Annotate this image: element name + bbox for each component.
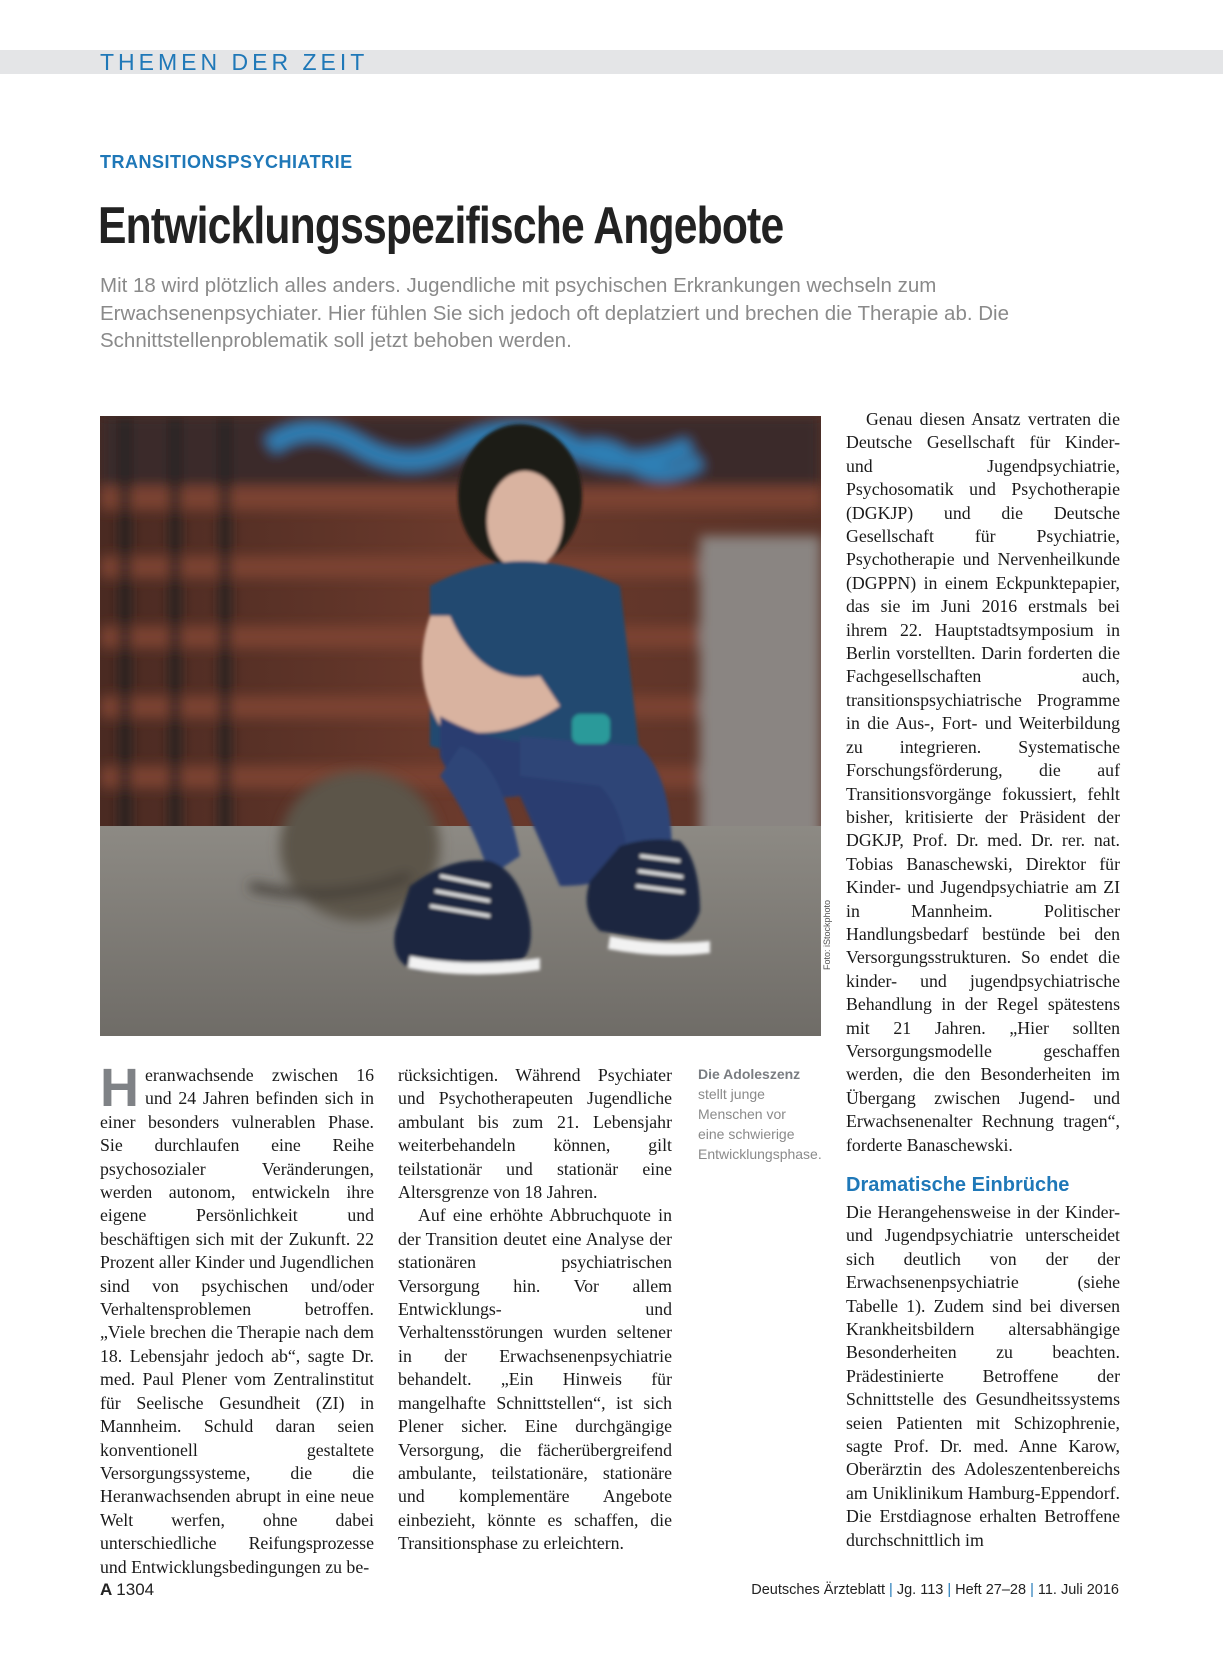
separator: | — [947, 1582, 952, 1598]
body-column-2 — [398, 1064, 672, 1556]
section-label: THEMEN DER ZEIT — [100, 49, 369, 75]
paragraph-text: eranwachsende zwischen 16 und 24 Jahren befinden sich in einer besonders vulnerablen Phase. Sie durchlaufen eine Reihe psychosozialer Veränderungen, werden autonom, entwickeln ihre eigene Persönlichkeit und beschäftigen sich mit der Zukunft. 22 Prozent aller Kinder und Jugendlichen sind von psychischen und/oder Verhaltensproblemen betroffen. „Viele brechen die Therapie nach dem 18. Lebensjahr jedoch ab“, sagte Dr. med. Paul Plener vom Zentralinstitut für Seelische Gesundheit (ZI) in Mannheim. Schuld daran seien konventionell gestaltete Versorgungssysteme, die die Heranwachsenden abrupt in eine neue Welt werfen, ohne dabei unterschiedliche Reifungsprozesse und Entwicklungsbedingungen zu be- — [100, 1065, 374, 1577]
article-kicker: TRANSITIONSPSYCHIATRIE — [100, 152, 353, 172]
paragraph: rücksichtigen. Während Psychiater und Psychotherapeuten Jugendliche ambulant bis zum 21. Lebensjahr weiterbehandeln können, gilt teilstationär und stationär eine Altersgrenze von 18 Jahren. — [398, 1065, 672, 1203]
volume: Jg. 113 — [896, 1582, 944, 1598]
photo-credit: Foto: iStockphoto — [822, 899, 832, 970]
body-column-3-continued — [846, 1201, 1120, 1552]
photo-illustration — [100, 416, 821, 1036]
page-number-value: 1304 — [116, 1580, 155, 1599]
article-headline: Entwicklungsspezifische Angebote — [98, 197, 784, 255]
issue: Heft 27–28 — [955, 1582, 1027, 1598]
separator: | — [1030, 1582, 1034, 1598]
separator: | — [889, 1582, 893, 1598]
article-photo — [100, 416, 821, 1036]
subheading: Dramatische Einbrüche — [846, 1174, 1070, 1196]
paragraph: Die Herangehensweise in der Kinder- und Jugendpsychiatrie unterscheidet sich deutlich von der der Erwachsenenpsychiatrie (siehe Tabelle 1). Zudem sind bei diversen Krankheitsbildern altersabhängige Besonderheiten zu beachten. Prädestinierte Betroffene der Schnittstelle des Gesundheitssystems seien Patienten mit Schizophrenie, sagte Prof. Dr. med. Anne Karow, Oberärztin des Adoleszentenbereichs am Uniklinikum Hamburg-Eppendorf. Die Erstdiagnose erhalten Betroffene durchschnittlich im — [846, 1202, 1120, 1550]
page-prefix: A — [100, 1580, 113, 1599]
paragraph: Genau diesen Ansatz vertraten die Deutsche Gesellschaft für Kinder- und Jugendpsychiatrie, Psychosomatik und Psychotherapie (DGKJP) und die Deutsche Gesellschaft für Psychiatrie, Psychotherapie und Nervenheilkunde (DGPPN) in einem Eckpunktepapier, das sie im Juni 2016 erstmals bei ihrem 22. Hauptstadtsymposium in Berlin vorstellten. Darin forderten die Fachgesellschaften auch, transitionspsychiatrische Programme in die Aus-, Fort- und Weiterbildung zu integrieren. Systematische Forschungsförderung, die auf Transitionsvorgänge fokussiert, fehlt bisher, kritisierte der Präsident der DGKJP, Prof. Dr. med. Dr. rer. nat. Tobias Banaschewski, Direktor für Kinder- und Jugendpsychiatrie am ZI in Mannheim. Politischer Handlungsbedarf bestünde bei den Versorgungsstrukturen. So endet die kinder- und jugendpsychiatrische Behandlung in der Regel spätestens mit 21 Jahren. „Hier sollten Versorgungsmodelle geschaffen werden, die den Besonderheiten im Übergang zwischen Jugend- und Erwachsenenalter Rechnung tragen“, forderte Banaschewski. — [846, 409, 1120, 1155]
paragraph — [100, 1058, 374, 1579]
footer-citation — [751, 1582, 1119, 1598]
paragraph: Auf eine erhöhte Abbruchquote in der Transition deutet eine Analyse der stationären psychiatrischen Versorgung hin. Vor allem Entwicklungs- und Verhaltensstörungen wurden seltener in der Erwachsenenpsychiatrie behandelt. „Ein Hinweis für mangelhafte Schnittstellen“, ist sich Plener sicher. Eine durchgängige Versorgung, die fächerübergreifend ambulante, teilstationäre, stationäre und komplementäre Angebote einbezieht, könnte es schaffen, die Transitionsphase zu erleichtern. — [398, 1205, 672, 1554]
body-column-1 — [100, 1058, 374, 1579]
page-number — [100, 1580, 154, 1600]
photo-caption — [698, 1064, 822, 1164]
article-deck: Mit 18 wird plötzlich alles anders. Jugendliche mit psychischen Erkrankungen wechseln zum Erwachsenenpsychiater. Hier fühlen Sie sich jedoch oft deplatziert und brechen die Therapie ab. Die Schnittstellenproblematik soll jetzt behoben werden. — [100, 274, 1009, 352]
body-column-3 — [846, 408, 1120, 1157]
journal-name: Deutsches Ärzteblatt — [751, 1582, 886, 1598]
issue-date: 11. Juli 2016 — [1037, 1582, 1119, 1598]
caption-title: Die Adoleszenz — [698, 1066, 801, 1082]
dropcap: H — [100, 1058, 139, 1118]
caption-text: stellt junge Menschen vor eine schwierige Entwicklungsphase. — [698, 1086, 822, 1162]
